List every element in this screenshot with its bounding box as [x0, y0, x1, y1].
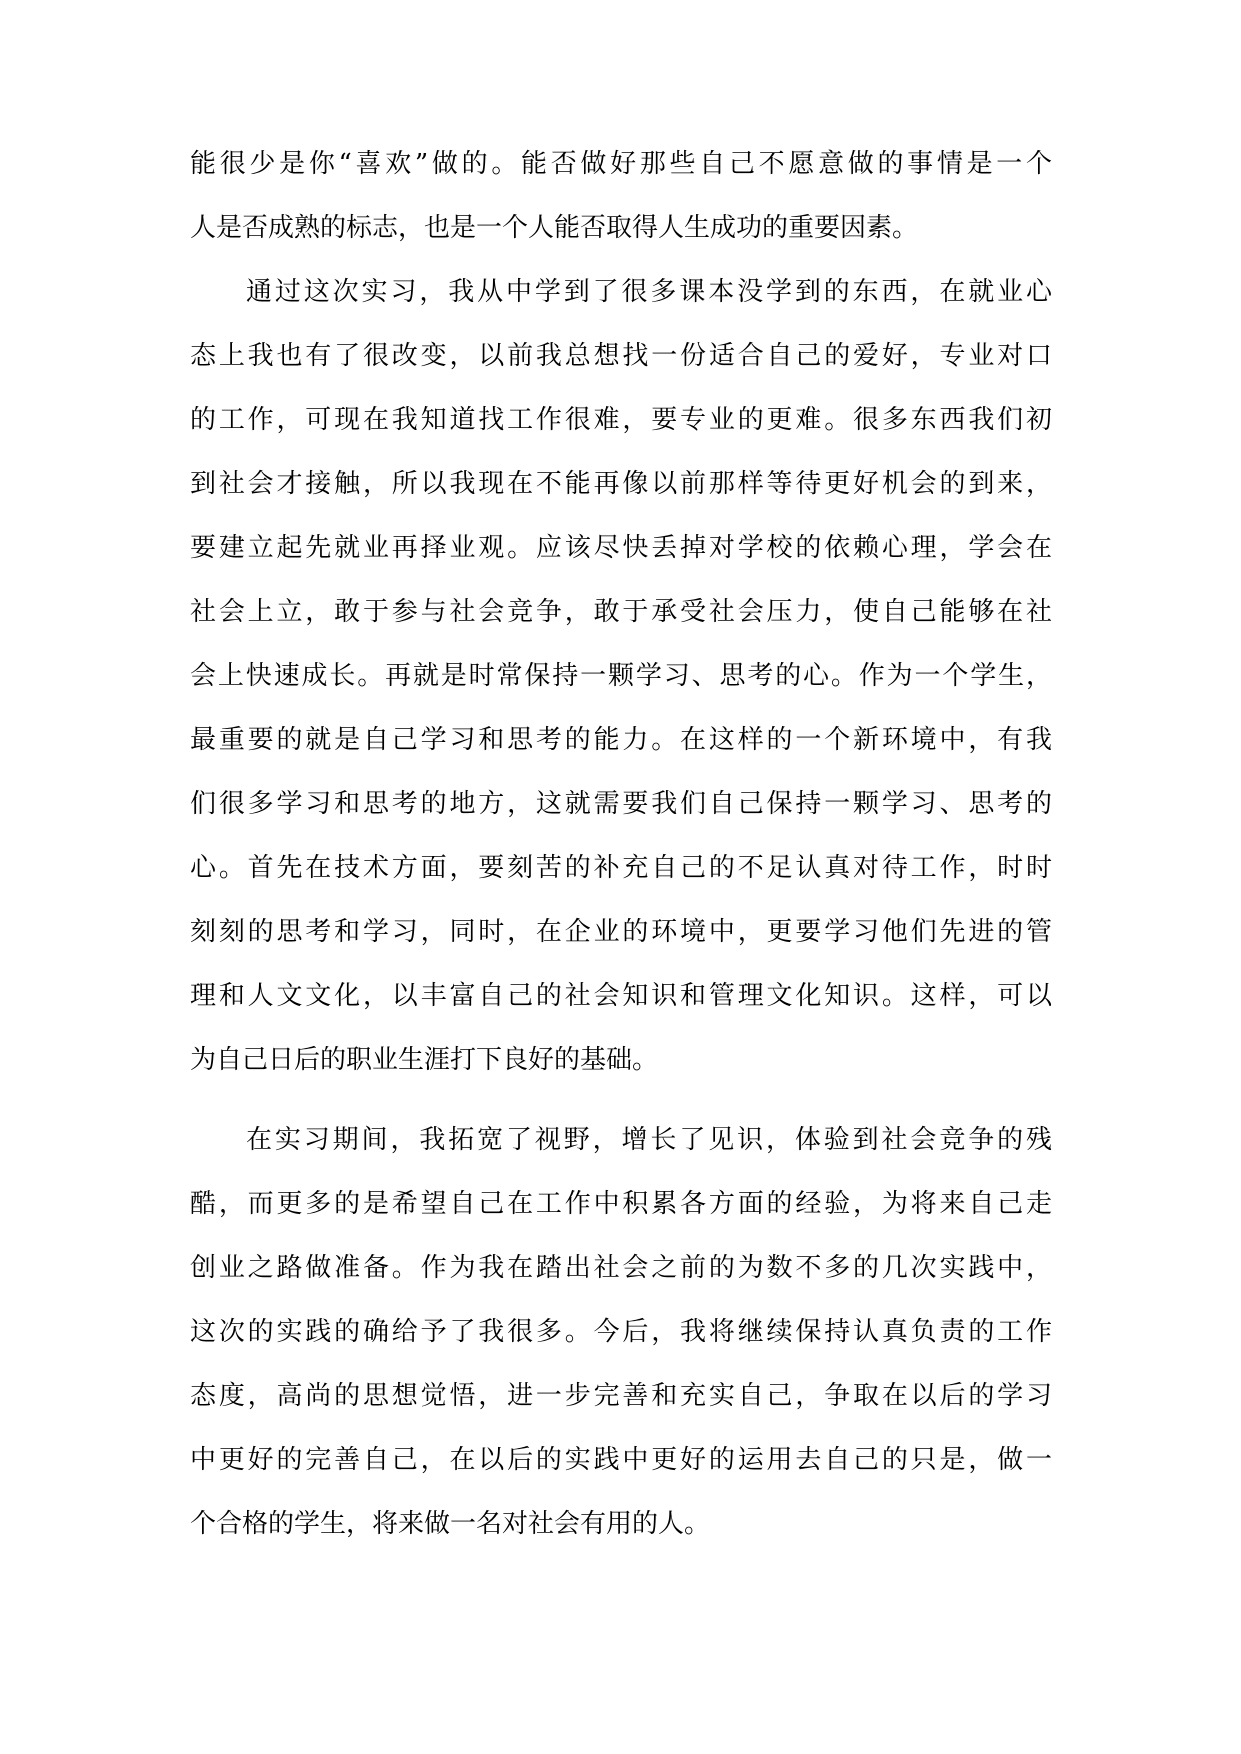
text-line: 理和人文文化，以丰富自己的社会知识和管理文化知识。这样，可以 — [190, 981, 1052, 1011]
text-line: 心。首先在技术方面，要刻苦的补充自己的不足认真对待工作，时时 — [190, 853, 1052, 883]
text-line: 要建立起先就业再择业观。应该尽快丢掉对学校的依赖心理，学会在 — [190, 533, 1052, 563]
text-line: 态上我也有了很改变，以前我总想找一份适合自己的爱好，专业对口 — [190, 341, 1052, 371]
text-line: 能很少是你“喜欢”做的。能否做好那些自己不愿意做的事情是一个 — [190, 149, 1052, 179]
text-line: 到社会才接触，所以我现在不能再像以前那样等待更好机会的到来， — [190, 469, 1052, 499]
paragraph-first-line: 通过这次实习，我从中学到了很多课本没学到的东西，在就业心 — [246, 277, 1052, 307]
text-line: 这次的实践的确给予了我很多。今后，我将继续保持认真负责的工作 — [190, 1317, 1052, 1347]
text-line: 个合格的学生，将来做一名对社会有用的人。 — [190, 1509, 711, 1539]
text-line: 的工作，可现在我知道找工作很难，要专业的更难。很多东西我们初 — [190, 405, 1052, 435]
text-line: 为自己日后的职业生涯打下良好的基础。 — [190, 1045, 659, 1075]
text-line: 创业之路做准备。作为我在踏出社会之前的为数不多的几次实践中， — [190, 1253, 1052, 1283]
text-line: 人是否成熟的标志，也是一个人能否取得人生成功的重要因素。 — [190, 213, 919, 243]
paragraph-first-line: 在实习期间，我拓宽了视野，增长了见识，体验到社会竞争的残 — [246, 1125, 1052, 1155]
text-line: 社会上立，敢于参与社会竞争，敢于承受社会压力，使自己能够在社 — [190, 597, 1052, 627]
text-line: 中更好的完善自己，在以后的实践中更好的运用去自己的只是，做一 — [190, 1445, 1052, 1475]
text-line: 会上快速成长。再就是时常保持一颗学习、思考的心。作为一个学生， — [190, 661, 1052, 691]
text-line: 态度，高尚的思想觉悟，进一步完善和充实自己，争取在以后的学习 — [190, 1381, 1052, 1411]
text-line: 刻刻的思考和学习，同时，在企业的环境中，更要学习他们先进的管 — [190, 917, 1052, 947]
text-line: 们很多学习和思考的地方，这就需要我们自己保持一颗学习、思考的 — [190, 789, 1052, 819]
text-line: 最重要的就是自己学习和思考的能力。在这样的一个新环境中，有我 — [190, 725, 1052, 755]
text-line: 酷，而更多的是希望自己在工作中积累各方面的经验，为将来自己走 — [190, 1189, 1052, 1219]
